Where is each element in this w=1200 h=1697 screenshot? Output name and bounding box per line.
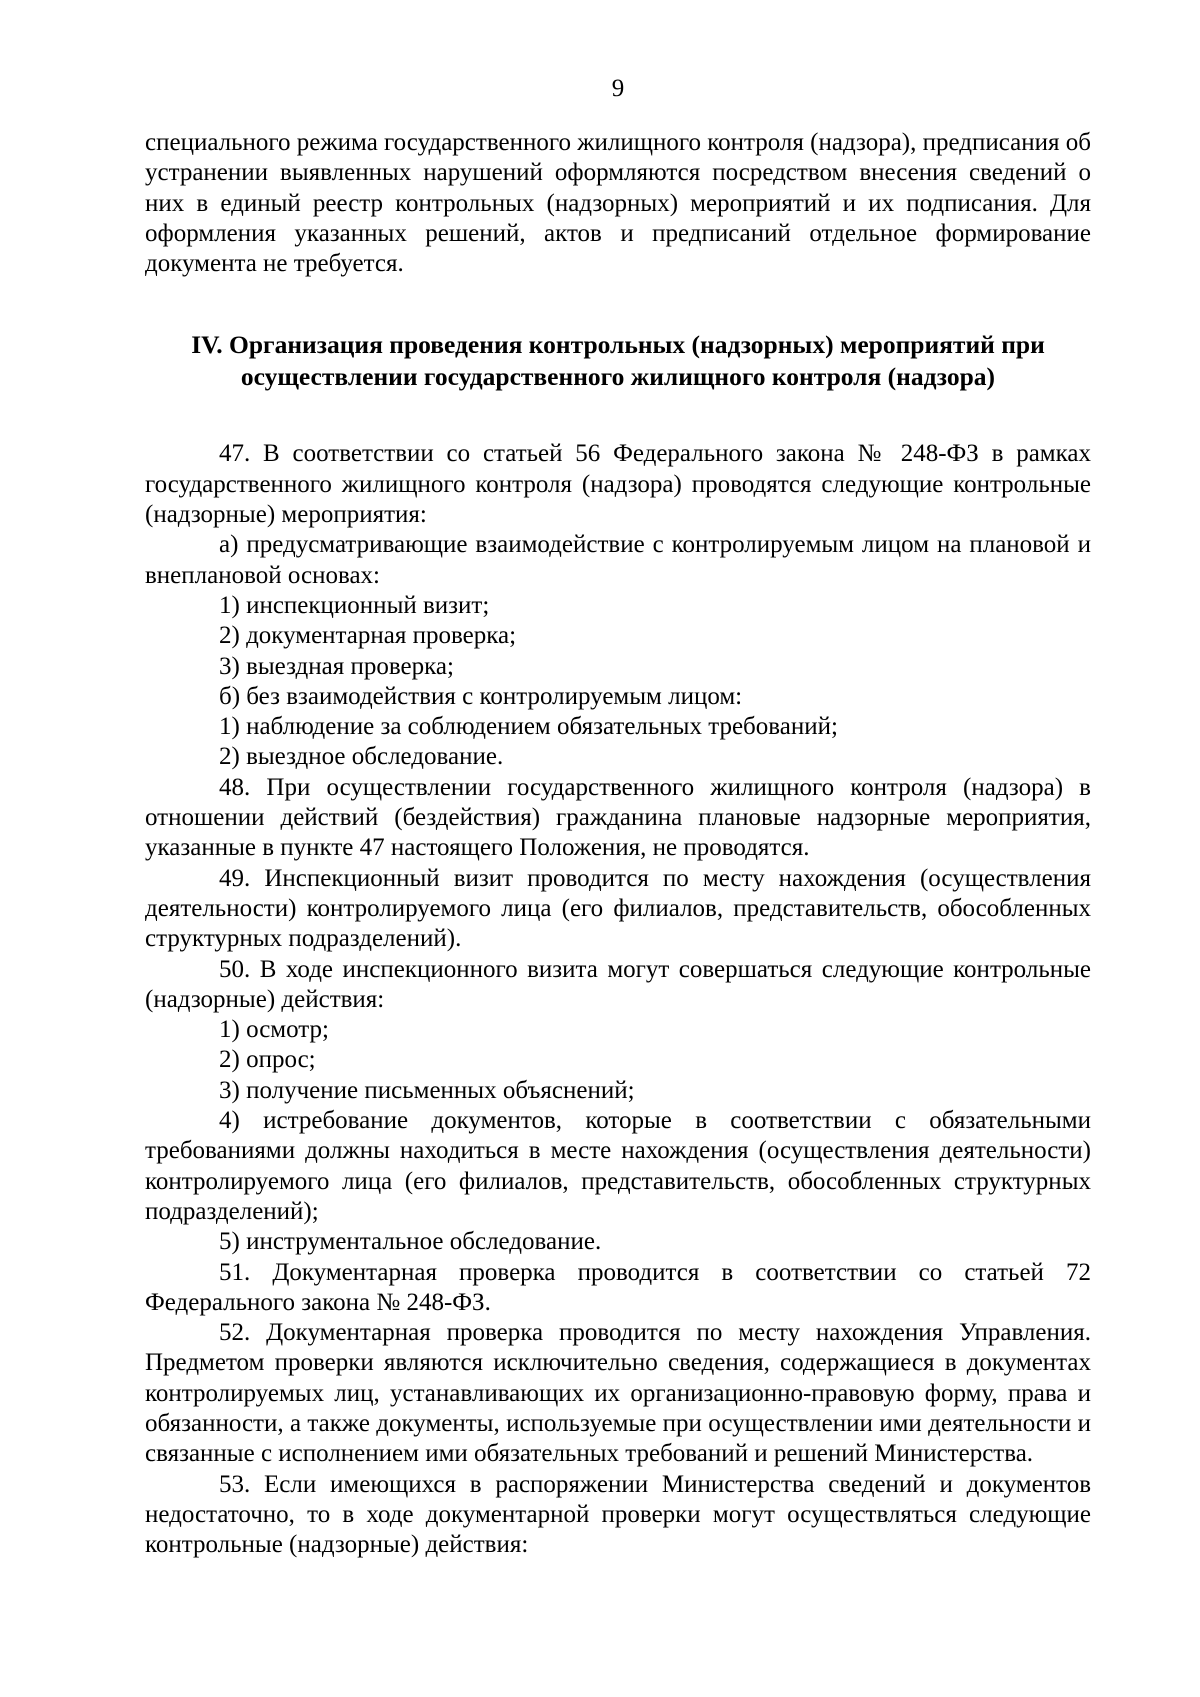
intro-paragraph: специального режима государственного жилищного контроля (надзора), предписания об устранении выявленных нарушений оформляются посредством внесения сведений о них в единый реестр контрольных (надзорных) мероприятий и их подписания. Для оформления указанных решений, актов и предписаний отдельное формирование документа не требуется. bbox=[145, 129, 1091, 278]
list-item: 3) выездная проверка; bbox=[219, 652, 454, 680]
list-item: 1) инспекционный визит; bbox=[219, 591, 490, 619]
section-heading bbox=[145, 329, 1091, 393]
list-item: 1) осмотр; bbox=[219, 1016, 329, 1044]
list-item: 4) истребование документов, которые в соответствии с обязательными требованиями должны находиться в месте нахождения (осуществления деятельности) контролируемого лица (его филиалов, представительств, обособленных структурных подразделений); bbox=[145, 1107, 1091, 1225]
list-item: 3) получение письменных объяснений; bbox=[219, 1076, 635, 1104]
paragraph-47-b: б) без взаимодействия с контролируемым лицом: bbox=[219, 682, 743, 710]
paragraph-48: 48. При осуществлении государственного жилищного контроля (надзора) в отношении действий (бездействия) гражданина плановые надзорные мероприятия, указанные в пункте 47 настоящего Положения, не проводятся. bbox=[145, 773, 1091, 862]
paragraph-47-a: а) предусматривающие взаимодействие с контролируемым лицом на плановой и внеплановой основах: bbox=[145, 531, 1091, 589]
paragraph-49: 49. Инспекционный визит проводится по месту нахождения (осуществления деятельности) контролируемого лица (его филиалов, представительств, обособленных структурных подразделений). bbox=[145, 864, 1091, 953]
list-item: 2) опрос; bbox=[219, 1046, 316, 1074]
paragraph-47: 47. В соответствии со статьей 56 Федерального закона № 248-ФЗ в рамках государственного жилищного контроля (надзора) проводятся следующие контрольные (надзорные) мероприятия: bbox=[145, 440, 1091, 529]
list-item: 5) инструментальное обследование. bbox=[219, 1228, 602, 1256]
section-heading-line-2: осуществлении государственного жилищного контроля (надзора) bbox=[240, 362, 996, 392]
paragraph-50: 50. В ходе инспекционного визита могут совершаться следующие контрольные (надзорные) действия: bbox=[145, 955, 1091, 1013]
list-item: 1) наблюдение за соблюдением обязательных требований; bbox=[219, 713, 838, 741]
paragraph-53: 53. Если имеющихся в распоряжении Министерства сведений и документов недостаточно, то в ходе документарной проверки могут осуществляться следующие контрольные (надзорные) действия: bbox=[145, 1470, 1091, 1559]
paragraph-51: 51. Документарная проверка проводится в соответствии со статьей 72 Федерального закона № 248-ФЗ. bbox=[145, 1258, 1091, 1316]
list-item: 2) выездное обследование. bbox=[219, 743, 504, 771]
paragraph-52: 52. Документарная проверка проводится по месту нахождения Управления. Предметом проверки являются исключительно сведения, содержащиеся в документах контролируемых лиц, устанавливающих их организационно-правовую форму, права и обязанности, а также документы, используемые при осуществлении ими деятельности и связанные с исполнением ими обязательных требований и решений Министерства. bbox=[145, 1319, 1091, 1468]
text-column bbox=[145, 128, 1091, 1560]
section-heading-line-1: IV. Организация проведения контрольных (надзорных) мероприятий при bbox=[191, 330, 1045, 360]
list-item: 2) документарная проверка; bbox=[219, 622, 517, 650]
page-number: 9 bbox=[611, 75, 625, 102]
